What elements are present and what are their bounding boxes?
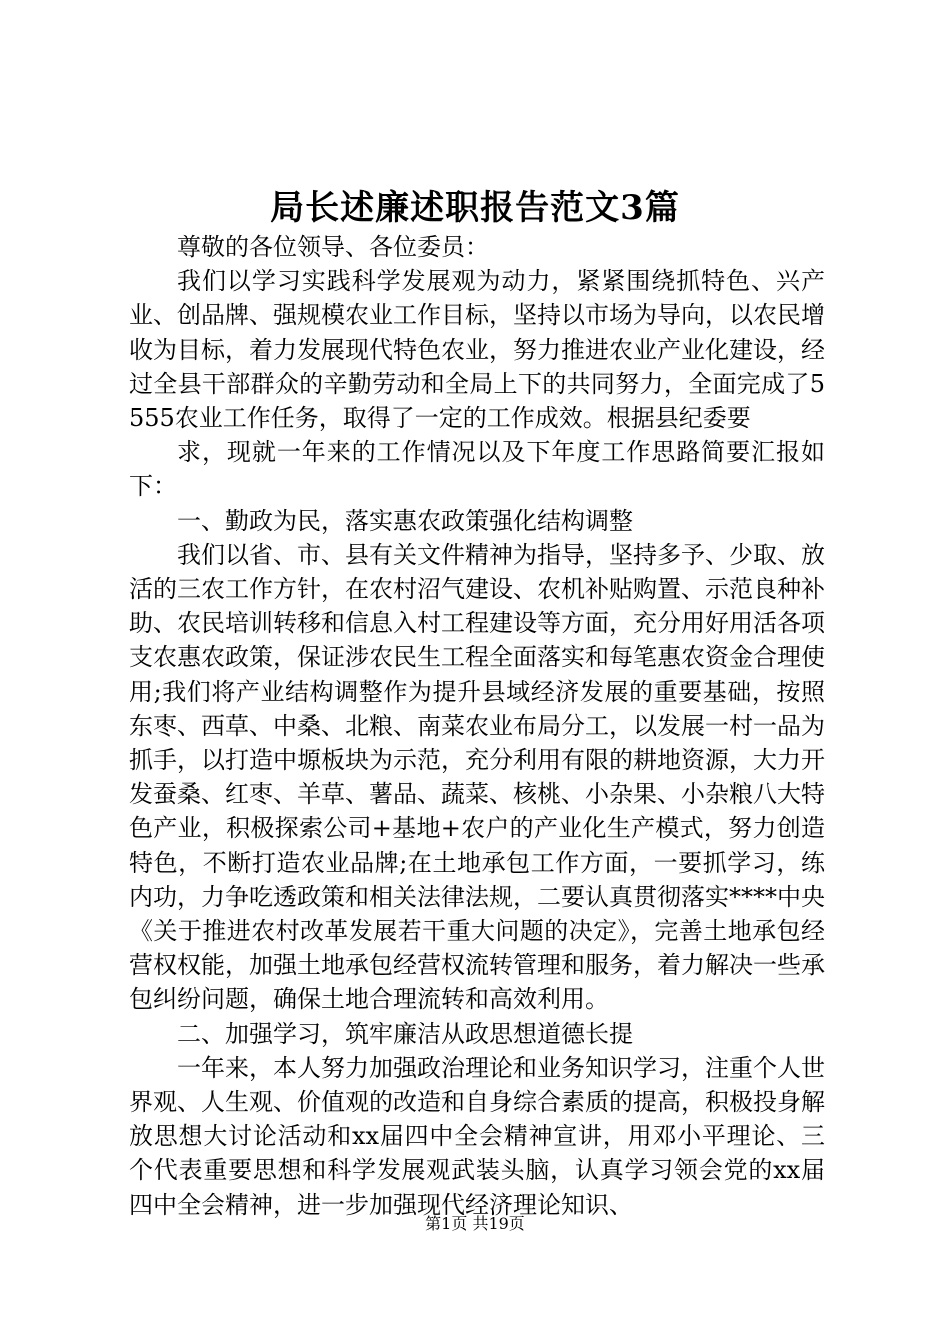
document-title: 局长述廉述职报告范文3篇	[270, 188, 680, 228]
salutation-paragraph: 尊敬的各位领导、各位委员：	[177, 233, 489, 261]
section-2-paragraph: 一年来，本人努力加强政治理论和业务知识学习，注重个人世界观、人生观、价值观的改造和自身综合素质的提高，积极投身解放思想大讨论活动和xx届四中全会精神宣讲，用邓小平理论、三个代表重要思想和科学发展观武装头脑，认真学习领会党的xx届四中全会精神，进一步加强现代经济理论知识、	[129, 1053, 825, 1219]
page-number-footer: 第1页 共19页	[425, 1214, 525, 1233]
intro-paragraph: 我们以学习实践科学发展观为动力，紧紧围绕抓特色、兴产业、创品牌、强规模农业工作目标，坚持以市场为导向，以农民增收为目标，着力发展现代特色农业，努力推进农业产业化建设，经过全县干部群众的辛勤劳动和全局上下的共同努力，全面完成了5555农业工作任务，取得了一定的工作成效。根据县纪委要	[129, 267, 825, 433]
document-body	[129, 230, 825, 1222]
section-heading-1: 一、勤政为民，落实惠农政策强化结构调整	[177, 506, 633, 535]
intro-continuation-paragraph: 求，现就一年来的工作情况以及下年度工作思路简要汇报如下：	[129, 438, 825, 501]
section-heading-2: 二、加强学习，筑牢廉洁从政思想道德长提	[177, 1019, 633, 1048]
section-1-paragraph: 我们以省、市、县有关文件精神为指导，坚持多予、少取、放活的三农工作方针，在农村沼气建设、农机补贴购置、示范良种补助、农民培训转移和信息入村工程建设等方面，充分用好用活各项支农惠农政策，保证涉农民生工程全面落实和每笔惠农资金合理使用;我们将产业结构调整作为提升县域经济发展的重要基础，按照东枣、西草、中桑、北粮、南菜农业布局分工，以发展一村一品为抓手，以打造中塬板块为示范，充分利用有限的耕地资源，大力开发蚕桑、红枣、羊草、薯品、蔬菜、核桃、小杂果、小杂粮八大特色产业，积极探索公司+基地+农户的产业化生产模式，努力创造特色，不断打造农业品牌;在土地承包工作方面，一要抓学习，练内功，力争吃透政策和相关法律法规，二要认真贯彻落实****中央《关于推进农村改革发展若干重大问题的决定》，完善土地承包经营权权能，加强土地承包经营权流转管理和服务，着力解决一些承包纠纷问题，确保土地合理流转和高效利用。	[129, 540, 825, 1014]
